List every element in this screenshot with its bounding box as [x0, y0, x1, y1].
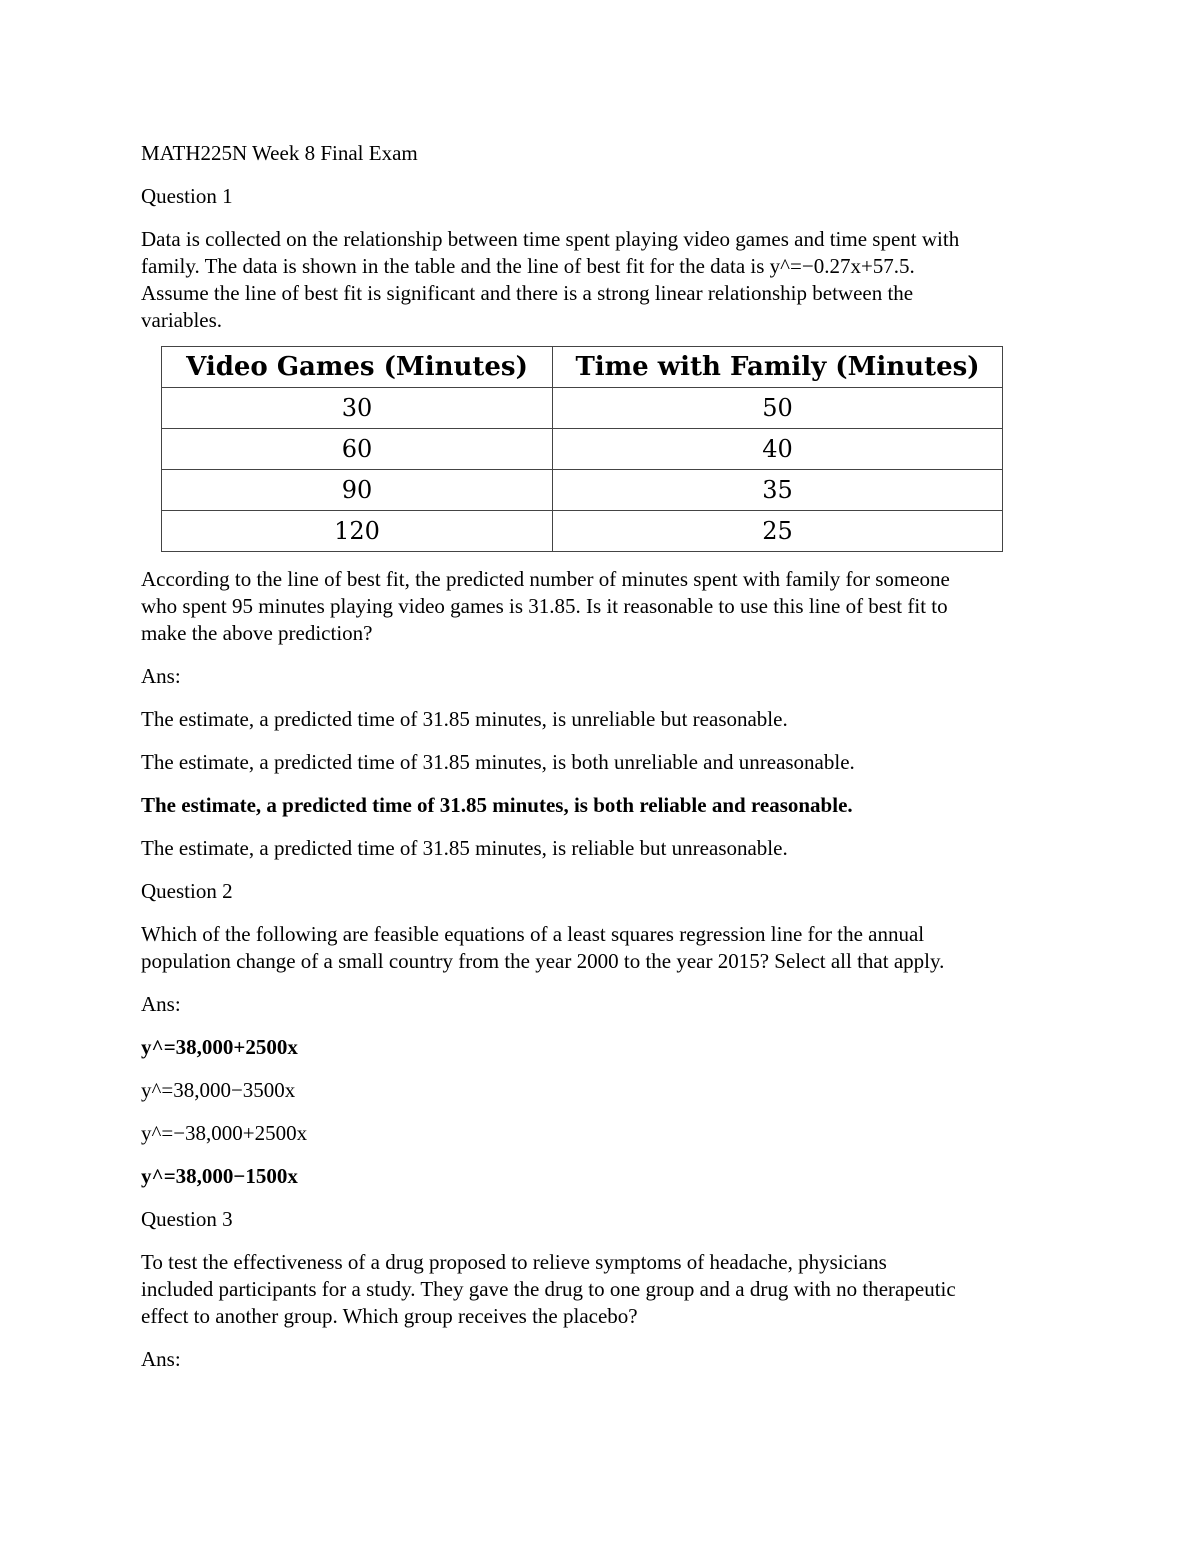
question-2-text: [141, 921, 1071, 975]
table-header-row: [162, 347, 1003, 388]
column-header-video-games: Video Games (Minutes): [162, 347, 553, 388]
question-2-text-line: population change of a small country from the year 2000 to the year 2015? Select all that apply.: [141, 949, 945, 973]
question-3-ans-label: Ans:: [141, 1347, 181, 1371]
question-3-label: Question 3: [141, 1207, 233, 1231]
question-2-option-answer: y^=38,000−1500x: [141, 1164, 298, 1188]
question-1-followup-line: who spent 95 minutes playing video games is 31.85. Is it reasonable to use this line of best fit to: [141, 594, 948, 618]
question-2-ans-label: Ans:: [141, 992, 181, 1016]
table-cell: 35: [553, 470, 1003, 511]
question-1-followup: [141, 566, 1071, 647]
question-1-option-answer: The estimate, a predicted time of 31.85 minutes, is both reliable and reasonable.: [141, 793, 853, 817]
table-cell: 120: [162, 511, 553, 552]
question-1-followup-line: According to the line of best fit, the predicted number of minutes spent with family for someone: [141, 567, 950, 591]
question-1-text-line: family. The data is shown in the table and the line of best fit for the data is y^=−0.27x+57.5.: [141, 254, 915, 278]
question-3-text-line: effect to another group. Which group receives the placebo?: [141, 1304, 638, 1328]
question-2-text-line: Which of the following are feasible equations of a least squares regression line for the annual: [141, 922, 925, 946]
question-2-label: Question 2: [141, 879, 233, 903]
question-1-text-line: Data is collected on the relationship between time spent playing video games and time spent with: [141, 227, 960, 251]
table-cell: 90: [162, 470, 553, 511]
data-table-container: [161, 346, 1071, 552]
question-3-text-line: To test the effectiveness of a drug proposed to relieve symptoms of headache, physicians: [141, 1250, 887, 1274]
question-3-text-line: included participants for a study. They gave the drug to one group and a drug with no therapeutic: [141, 1277, 956, 1301]
table-row: [162, 429, 1003, 470]
question-2-option: y^=−38,000+2500x: [141, 1121, 308, 1145]
question-1-option: The estimate, a predicted time of 31.85 minutes, is reliable but unreasonable.: [141, 836, 788, 860]
question-1-ans-label: Ans:: [141, 664, 181, 688]
question-2-option-answer: y^=38,000+2500x: [141, 1035, 298, 1059]
table-cell: 60: [162, 429, 553, 470]
table-row: [162, 388, 1003, 429]
data-table: [161, 346, 1003, 552]
table-row: [162, 511, 1003, 552]
question-3-text: [141, 1249, 1071, 1330]
question-1-label: Question 1: [141, 184, 233, 208]
question-1-text-line: Assume the line of best fit is significant and there is a strong linear relationship between the: [141, 281, 914, 305]
table-cell: 50: [553, 388, 1003, 429]
question-1-option: The estimate, a predicted time of 31.85 minutes, is unreliable but reasonable.: [141, 707, 788, 731]
table-cell: 30: [162, 388, 553, 429]
document-page: [141, 140, 1071, 1389]
table-cell: 25: [553, 511, 1003, 552]
question-1-text-line: variables.: [141, 308, 223, 332]
table-cell: 40: [553, 429, 1003, 470]
question-2-option: y^=38,000−3500x: [141, 1078, 296, 1102]
document-title: MATH225N Week 8 Final Exam: [141, 141, 418, 165]
question-1-followup-line: make the above prediction?: [141, 621, 373, 645]
question-1-text: [141, 226, 1071, 334]
table-row: [162, 470, 1003, 511]
column-header-time-with-family: Time with Family (Minutes): [553, 347, 1003, 388]
question-1-option: The estimate, a predicted time of 31.85 minutes, is both unreliable and unreasonable.: [141, 750, 855, 774]
